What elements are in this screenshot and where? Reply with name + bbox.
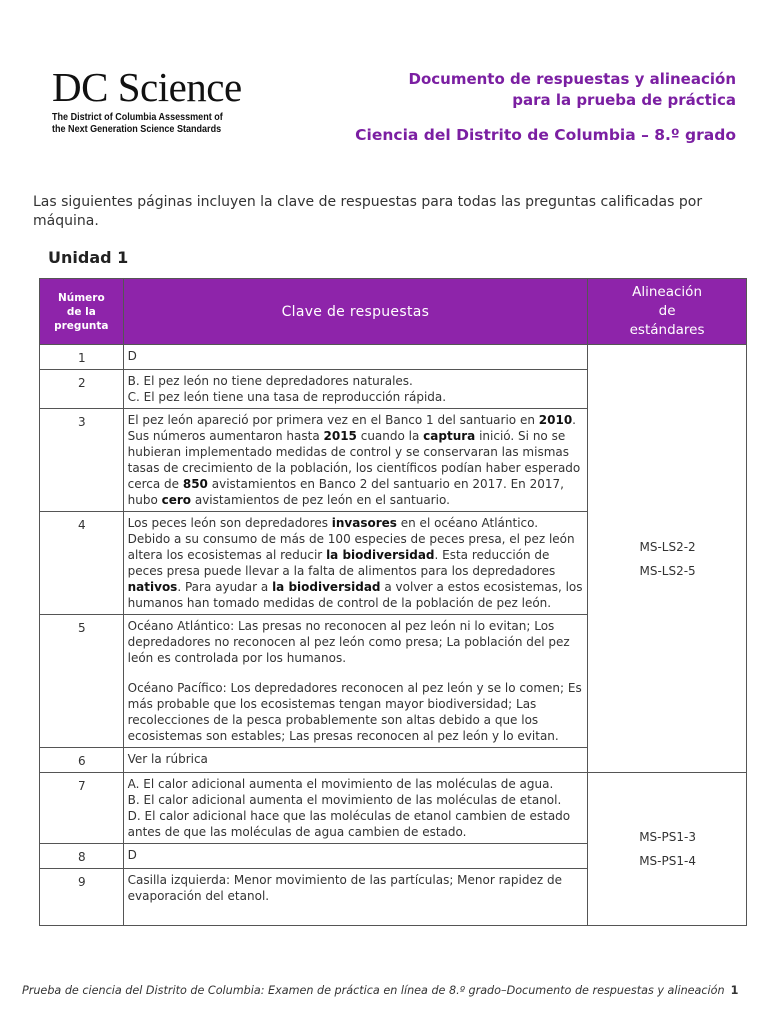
logo-subtitle-line1: The District of Columbia Assessment of <box>52 111 223 123</box>
standard-code: MS-PS1-4 <box>639 854 696 868</box>
question-number: 4 <box>40 512 124 615</box>
answer-line: B. El pez león no tiene depredadores naturales. <box>127 374 413 388</box>
text-segment: en el océano Atlántico. Debido a su consumo de más de 100 especies de peces presa, el pez león altera los ecosistemas al reducir <box>127 516 575 562</box>
header-answer-key: Clave de respuestas <box>123 279 588 345</box>
header-question-number <box>40 279 124 345</box>
text-segment: avistamientos de pez león en el santuario. <box>191 493 450 507</box>
text-segment: inició. Si no se hubieran implementado medidas de control y se conservaran las mismas tasas de crecimiento de la población, los científicos podían haber esperado cerca de <box>127 429 581 491</box>
question-number: 9 <box>40 869 124 926</box>
bold-segment: 2015 <box>323 429 357 443</box>
answer-line: C. El pez león tiene una tasa de reproducción rápida. <box>127 390 447 404</box>
bold-segment: cero <box>161 493 192 507</box>
header-number-line3: pregunta <box>54 319 109 332</box>
text-segment: Los peces león son depredadores <box>127 516 332 530</box>
dc-science-logo <box>52 66 251 135</box>
answer-line: A. El calor adicional aumenta el movimiento de las moléculas de agua. <box>127 777 554 791</box>
bold-segment: 850 <box>182 477 208 491</box>
answer-key-text: Casilla izquierda: Menor movimiento de las partículas; Menor rapidez de evaporación del etanol. <box>123 869 588 926</box>
header-number-line2: de la <box>66 305 96 318</box>
text-segment: . Sus números aumentaron hasta <box>127 413 576 443</box>
logo-subtitle-line2: the Next Generation Science Standards <box>52 123 222 135</box>
question-number: 6 <box>40 748 124 773</box>
answer-key-text <box>123 370 588 409</box>
text-segment: avistamientos en Banco 2 del santuario en 2017. En 2017, hubo <box>127 477 564 507</box>
standard-code: MS-LS2-5 <box>639 563 696 578</box>
standard-code: MS-LS2-2 <box>639 539 696 554</box>
answer-key-text: D <box>123 844 588 869</box>
question-number: 3 <box>40 409 124 512</box>
standards-cell-unit1-a <box>588 345 747 773</box>
question-number: 1 <box>40 345 124 370</box>
header-align-line2: de <box>658 303 676 319</box>
question-number: 2 <box>40 370 124 409</box>
answer-key-text <box>123 512 588 615</box>
answer-line: B. El calor adicional aumenta el movimiento de las moléculas de etanol. <box>127 793 562 807</box>
question-number: 7 <box>40 773 124 844</box>
bold-segment: invasores <box>331 516 397 530</box>
intro-paragraph: Las siguientes páginas incluyen la clave de respuestas para todas las preguntas calificadas por máquina. <box>33 194 703 229</box>
bold-segment: la biodiversidad <box>326 548 435 562</box>
answer-key-text: D <box>123 345 588 370</box>
table-header-row <box>40 279 747 345</box>
text-segment: . Para ayudar a <box>177 580 273 594</box>
bold-segment: la biodiversidad <box>272 580 381 594</box>
table-row <box>40 773 747 844</box>
standard-code: MS-PS1-3 <box>639 830 696 844</box>
answer-key-text: Ver la rúbrica <box>123 748 588 773</box>
text-segment: a volver a estos ecosistemas, los humanos han tomado medidas de control de la población de pez león. <box>127 580 583 610</box>
standards-cell-unit1-b <box>588 773 747 926</box>
text-segment: . Esta reducción de peces presa puede llevar a la falta de alimentos para los depredadores <box>127 548 556 578</box>
header-number-line1: Número <box>57 291 105 304</box>
logo-subtitle <box>52 111 223 135</box>
document-subtitle: Ciencia del Distrito de Columbia – 8.º grado <box>355 126 736 144</box>
question-number: 5 <box>40 615 124 748</box>
header-align-line3: estándares <box>629 322 705 338</box>
paragraph-gap <box>128 666 585 680</box>
footer-text: Prueba de ciencia del Distrito de Columbia: Examen de práctica en línea de 8.º grado–Documento de respuestas y alineación <box>22 984 725 997</box>
answer-key-text <box>123 773 588 844</box>
answer-key-text <box>123 409 588 512</box>
document-title-line2: para la prueba de práctica <box>512 91 736 109</box>
page-footer <box>22 984 738 997</box>
document-title <box>409 69 737 111</box>
header-standards-alignment <box>588 279 747 345</box>
question-number: 8 <box>40 844 124 869</box>
table-row <box>40 345 747 370</box>
bold-segment: captura <box>423 429 476 443</box>
document-title-line1: Documento de respuestas y alineación <box>408 70 736 88</box>
bold-segment: nativos <box>127 580 178 594</box>
bold-segment: 2010 <box>538 413 573 427</box>
answer-key-table <box>39 278 747 926</box>
unit-heading: Unidad 1 <box>48 248 129 267</box>
page-number: 1 <box>730 984 739 997</box>
answer-line: D. El calor adicional hace que las moléculas de etanol cambien de estado antes de que las moléculas de agua cambien de estado. <box>127 809 571 839</box>
answer-paragraph: Océano Atlántico: Las presas no reconocen al pez león ni lo evitan; Los depredadores no reconocen al pez león como presa; La población del pez león es controlada por los humanos. <box>127 619 570 665</box>
text-segment: El pez león apareció por primera vez en el Banco 1 del santuario en <box>127 413 539 427</box>
logo-title: DC Science <box>52 64 242 110</box>
text-segment: cuando la <box>356 429 424 443</box>
answer-paragraph: Océano Pacífico: Los depredadores reconocen al pez león y se lo comen; Es más probable que los ecosistemas tengan mayor biodiversidad; Las recolecciones de la pesca probablemente son altas debido a que los ecosistemas son estables; Las presas reconocen al pez león y lo evitan. <box>127 681 582 743</box>
header-align-line1: Alineación <box>632 284 703 300</box>
answer-key-text <box>123 615 588 748</box>
